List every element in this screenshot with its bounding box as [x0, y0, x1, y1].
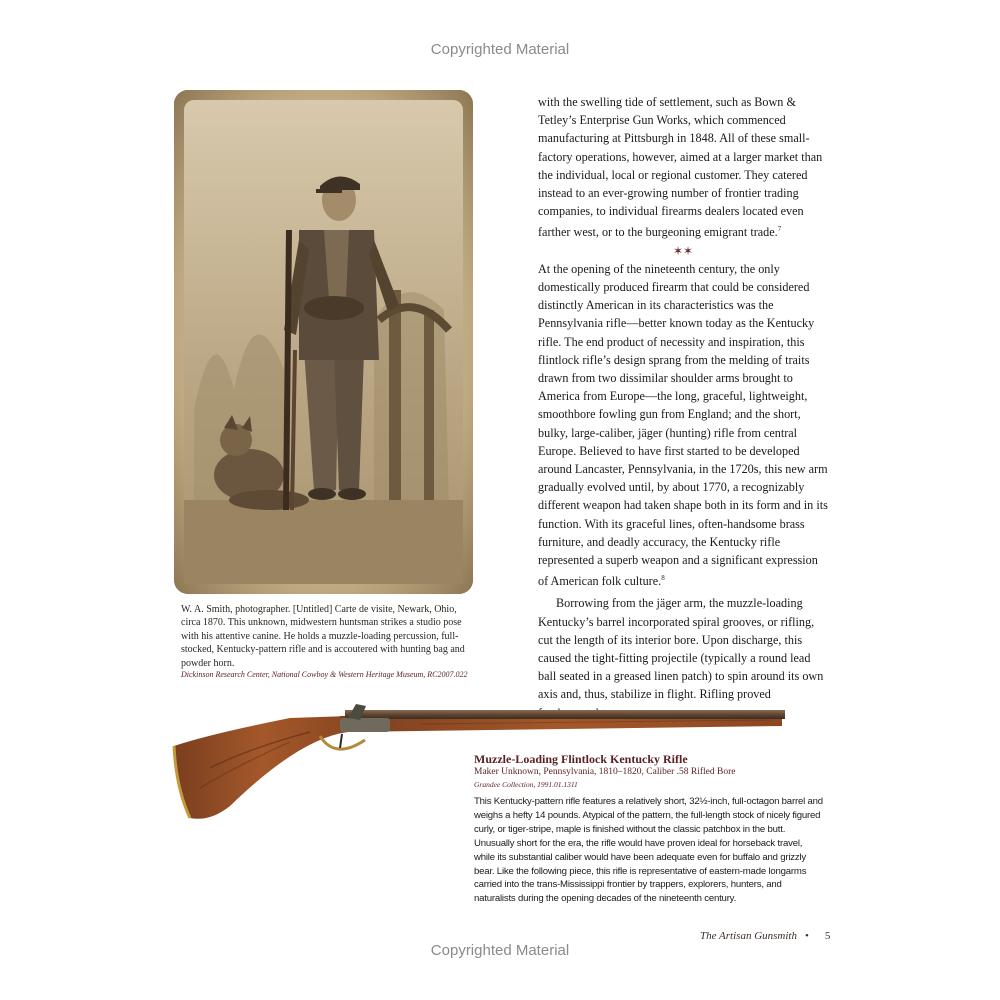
paragraph-1-text: with the swelling tide of settlement, such as Bown & Tetley’s Enterprise Gun Works, which commenced manufacturing at Pittsburgh in 1848. All of these small-factory operations, however, aimed at a larger market than the individual, local or regional customer. They catered instead to an ever-growing number of frontier trading companies, to individual firearms dealers located even farther west, or to the burgeoning emigrant trade. [538, 95, 823, 240]
paragraph-2 [538, 260, 828, 591]
copyright-watermark-bottom: Copyrighted Material [430, 942, 570, 959]
photo-credit: Dickinson Research Center, National Cowboy & Western Heritage Museum, RC2007.022 [181, 670, 468, 679]
running-title: The Artisan Gunsmith [700, 930, 797, 942]
paragraph-3: Borrowing from the jäger arm, the muzzle-loading Kentucky’s barrel incorporated spiral grooves, or rifling, cut the length of its interior bore. Upon discharge, this caused the tight-fitting projectile (typically a round lead ball seated in a greased linen patch) to spin around its own axis and, thus, stabilize in flight. Rifling proved [538, 596, 824, 702]
footnote-8: 8 [661, 574, 665, 583]
copyright-watermark-top: Copyrighted Material [430, 41, 570, 58]
rifle-title: Muzzle-Loading Flintlock Kentucky Rifle [474, 752, 688, 766]
rifle-description: This Kentucky-pattern rifle features a relatively short, 32½-inch, full-octagon barrel and weighs a hefty 14 pounds. Atypical of the pattern, the full-length stock of nicely figured curly, or tiger-stripe, maple is finished without the classic patchbox in the butt. Unusually short for the era, the rifle would have proven ideal for horseback travel, while its substantial caliber would have been adequate even for buffalo and grizzly bear. Like the following piece, this rifle is representative of eastern-made longarms carried into the trans-Mississippi frontier by trappers, explorers, hunters, and naturalists during the opening decades of the nineteenth century. [474, 796, 823, 905]
paragraph-2-text: At the opening of the nineteenth century, the only domestically produced firearm that could be considered distinctly American in its characteristics was the Pennsylvania rifle—better known today as the Kentucky rifle. The end product of necessity and inspiration, this flintlock rifle’s design sprang from the melding of traits drawn from two dissimilar shoulder arms brought to America from Europe—the long, graceful, lightweight, smoothbore fowling gun from England; and the short, bulky, large-caliber, jäger (hunting) rifle from central Europe. Believed to have first started to be developed around Lancaster, Pennsylvania, in the 1720s, this new arm gradually evolved until, by about 1770, a recognizably different weapon had taken shape both in its form and in its function. With its graceful lines, often-handsome brass furniture, and deadly accuracy, the Kentucky rifle represented a superb weapon and a significant expression of American folk culture. [538, 261, 828, 589]
huntsman-photo-illustration [174, 90, 473, 594]
article-body [538, 93, 828, 722]
page-number: 5 [824, 930, 831, 942]
paragraph-1 [538, 93, 828, 242]
footnote-7: 7 [777, 225, 782, 234]
footer-separator: • [804, 930, 809, 942]
rifle-collection: Grandee Collection, 1991.01.1311 [474, 780, 578, 789]
rifle-maker: Maker Unknown, Pennsylvania, 1810–1820, Caliber .58 Rifled Bore [474, 767, 736, 777]
photo-caption: W. A. Smith, photographer. [Untitled] Carte de visite, Newark, Ohio, circa 1870. This unknown, midwestern huntsman strikes a studio pose with his attentive canine. He holds a muzzle-loading percussion, full-stocked, Kentucky-pattern rifle and is accoutered with hunting bag and powder horn. [181, 604, 465, 669]
page-footer [700, 930, 850, 942]
section-ornament-icon: ✶✶ [672, 243, 694, 258]
carte-de-visite-photo [174, 90, 473, 594]
